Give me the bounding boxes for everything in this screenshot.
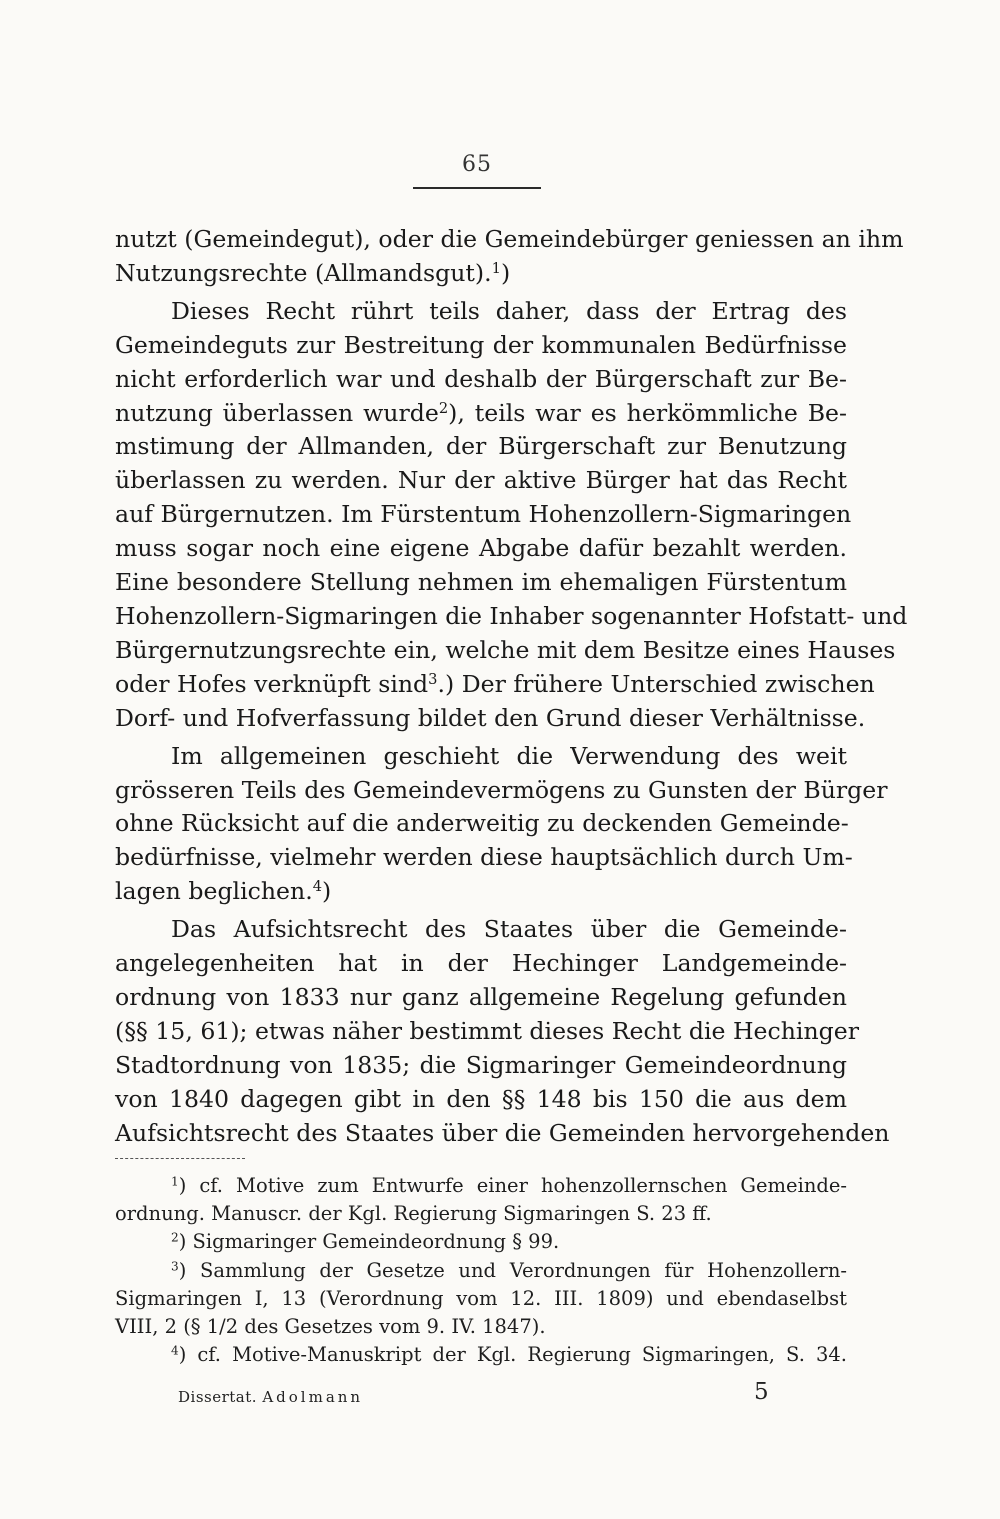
text-line: nutzt (Gemeindegut), oder die Gemeindebürger geniessen an ihm (115, 225, 904, 253)
paragraph-3 (115, 740, 888, 910)
footnote-line: ordnung. Manuscr. der Kgl. Regierung Sigmaringen S. 23 ff. (115, 1202, 712, 1226)
text-line: Stadtordnung von 1835; die Sigmaringer Gemeindeordnung (115, 1050, 847, 1079)
text-line: Hohenzollern-Sigmaringen die Inhaber sogenannter Hofstatt- und (115, 601, 908, 630)
signature-line (178, 1388, 363, 1406)
text-line: Im allgemeinen geschieht die Verwendung des weit (171, 741, 847, 770)
text-line: Das Aufsichtsrecht des Staates über die Gemeinde- (171, 915, 847, 944)
footnote-ref-2: 2 (438, 399, 449, 417)
text-line: Dorf- und Hofverfassung bildet den Grund dieser Verhältnisse. (115, 703, 866, 732)
footnote-line (115, 1228, 847, 1256)
sheet-number: 5 (754, 1379, 769, 1405)
text-line: Bürgernutzungsrechte ein, welche mit dem Besitze eines Hauses (115, 635, 896, 664)
signature-author: Adolmann (262, 1388, 364, 1406)
paragraph-4 (115, 913, 890, 1150)
text-run: ) (322, 877, 332, 906)
text-line: (§§ 15, 61); etwas näher bestimmt dieses Recht die Hechinger (115, 1016, 859, 1045)
signature-label: Dissertat. (178, 1388, 258, 1406)
text-line (115, 257, 847, 291)
paragraph-2 (115, 295, 908, 736)
footnote-line: VIII, 2 (§ 1/2 des Gesetzes vom 9. IV. 1847). (115, 1315, 546, 1339)
footnotes (115, 1172, 847, 1369)
text-line: auf Bürgernutzen. Im Fürstentum Hohenzollern-Sigmaringen (115, 500, 852, 529)
text-run: ) Sigmaringer Gemeindeordnung § 99. (178, 1230, 560, 1254)
footnote-ref-4: 4 (312, 878, 323, 896)
text-run: nutzung überlassen wurde (115, 398, 439, 427)
footnote-2 (115, 1228, 847, 1256)
text-run: Nutzungsrechte (Allmandsgut). (115, 258, 492, 287)
text-run: ), teils war es herkömmliche Be- (448, 398, 847, 427)
footnote-1 (115, 1172, 847, 1228)
text-line: mstimung der Allmanden, der Bürgerschaft zur Benutzung (115, 432, 847, 461)
text-line: Eine besondere Stellung nehmen im ehemaligen Fürstentum (115, 568, 847, 597)
text-line: grösseren Teils des Gemeindevermögens zu Gunsten der Bürger (115, 775, 888, 804)
text-line: muss sogar noch eine eigene Abgabe dafür bezahlt werden. (115, 534, 847, 563)
footnote-ref-1: 1 (491, 259, 501, 277)
text-run: ) (500, 258, 511, 287)
text-line: von 1840 dagegen gibt in den §§ 148 bis 150 die aus dem (115, 1084, 847, 1113)
text-line (115, 668, 875, 702)
text-line: Dieses Recht rührt teils daher, dass der Ertrag des (171, 296, 847, 325)
body-text (115, 223, 908, 1150)
text-line (115, 397, 847, 431)
text-run: lagen beglichen. (115, 877, 313, 906)
footnote-mark: 4 (171, 1343, 179, 1358)
text-line: bedürfnisse, vielmehr werden diese hauptsächlich durch Um- (115, 843, 853, 872)
text-line: angelegenheiten hat in der Hechinger Landgemeinde- (115, 949, 847, 978)
page-number: 65 (462, 152, 492, 177)
text-run: .) Der frühere Unterschied zwischen (437, 669, 875, 698)
header-rule (413, 187, 541, 189)
text-line (115, 875, 847, 909)
text-line: überlassen zu werden. Nur der aktive Bürger hat das Recht (115, 466, 847, 495)
footnote-mark: 3 (171, 1258, 179, 1273)
footnote-ref-3: 3 (428, 670, 438, 688)
footnote-rule (115, 1158, 245, 1159)
footnote-line (115, 1257, 847, 1285)
footnote-line (115, 1341, 847, 1369)
footnote-mark: 1 (171, 1174, 179, 1189)
text-run: ) cf. Motive zum Entwurfe einer hohenzollernschen Gemeinde- (178, 1174, 847, 1197)
text-line: ohne Rücksicht auf die anderweitig zu deckenden Gemeinde- (115, 809, 849, 838)
text-line: Aufsichtsrecht des Staates über die Gemeinden hervorgehenden (115, 1118, 890, 1147)
paragraph-1 (115, 223, 904, 291)
footnote-mark: 2 (171, 1230, 179, 1245)
text-line: nicht erforderlich war und deshalb der Bürgerschaft zur Be- (115, 364, 847, 393)
footnote-3 (115, 1257, 847, 1342)
text-run: ) cf. Motive-Manuskript der Kgl. Regierung Sigmaringen, S. 34. (178, 1343, 847, 1367)
text-run: ) Sammlung der Gesetze und Verordnungen für Hohenzollern- (178, 1258, 847, 1282)
footnote-4 (115, 1341, 847, 1369)
footnote-line (115, 1172, 847, 1200)
text-line: Gemeindeguts zur Bestreitung der kommunalen Bedürfnisse (115, 330, 847, 359)
footnote-line: Sigmaringen I, 13 (Verordnung vom 12. III. 1809) und ebendaselbst (115, 1286, 847, 1310)
text-run: oder Hofes verknüpft sind (115, 669, 429, 698)
text-line: ordnung von 1833 nur ganz allgemeine Regelung gefunden (115, 982, 847, 1011)
